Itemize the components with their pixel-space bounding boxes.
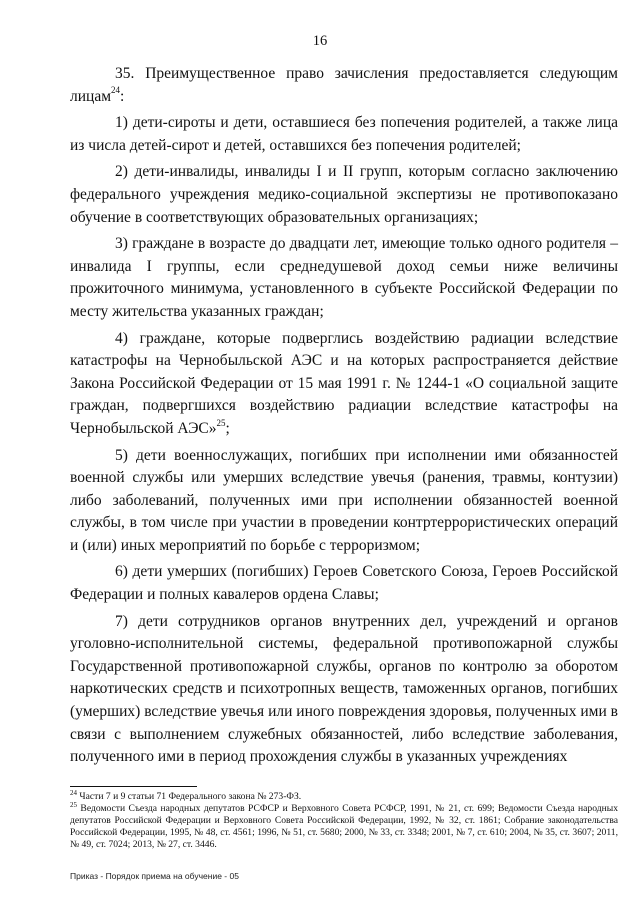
page-footer: Приказ - Порядок приема на обучение - 05 [70, 871, 239, 881]
list-item-3: 3) граждане в возрасте до двадцати лет, имеющие только одного родителя – инвалида I группы, если среднедушевой доход семьи ниже величины прожиточного минимума, установленного в субъекте Российской Федерации по месту жительства указанных граждан; [70, 235, 618, 320]
list-item-6: 6) дети умерших (погибших) Героев Советского Союза, Героев Российской Федерации и полных кавалеров ордена Славы; [70, 563, 618, 604]
list-item-4: 4) граждане, которые подверглись воздействию радиации вследствие катастрофы на Чернобыльской АЭС и на которых распространяется действие Закона Российской Федерации от 15 мая 1991 г. № 1244-1 «О социальной защите граждан, подвергшихся воздействию радиации вследствие катастрофы на Чернобыльской АЭС»$^{25}$; [70, 329, 618, 437]
footnote-24: $^{24}$ Части 7 и 9 статьи 71 Федерального закона № 273-ФЗ. [70, 788, 302, 802]
footnote-divider [70, 786, 197, 787]
main-text [70, 63, 618, 769]
footnote-ref-25: 25 [216, 417, 226, 428]
footnotes [70, 788, 618, 851]
list-item-5: 5) дети военнослужащих, погибших при исполнении ими обязанностей военной службы или умерших вследствие увечья (ранения, травмы, контузии) либо заболеваний, полученных ими при исполнении обязанностей военной службы, в том числе при участии в проведении контртеррористических операций и (или) иных мероприятий по борьбе с терроризмом; [70, 446, 618, 554]
list-item-2: 2) дети-инвалиды, инвалиды I и II групп, которым согласно заключению федерального учреждения медико-социальной экспертизы не противопоказано обучение в соответствующих образовательных организациях; [70, 163, 618, 226]
list-item-1: 1) дети-сироты и дети, оставшиеся без попечения родителей, а также лица из числа детей-сирот и детей, оставшихся без попечения родителей; [70, 114, 618, 154]
footnote-25: $^{25}$ Ведомости Съезда народных депутатов РСФСР и Верховного Совета РСФСР, 1991, № 21, ст. 699; Ведомости Съезда народных депутатов Российской Федерации и Верховного Совета Российской Федерации, 1992, № 32, ст. 1861; Собрание законодательства Российской Федерации, 1995, № 48, ст. 4561; 1996, № 51, ст. 5680; 2000, № 33, ст. 3348; 2001, № 7, ст. 610; 2004, № 35, ст. 3607; 2011, № 49, ст. 7024; 2013, № 27, ст. 3446. [70, 800, 618, 851]
paragraph-35: 35. Преимущественное право зачисления предоставляется следующим лицам$^{24}$: [70, 65, 618, 105]
page-number: 16 [312, 33, 328, 49]
list-item-7: 7) дети сотрудников органов внутренних дел, учреждений и органов уголовно-исполнительной системы, федеральной противопожарной службы Государственной противопожарной службы, органов по контролю за оборотом наркотических средств и психотропных веществ, таможенных органов, погибших (умерших) вследствие увечья или иного повреждения здоровья, полученных ими в связи с выполнением служебных обязанностей, либо вследствие заболевания, полученного ими в период прохождения службы в указанных учреждениях [70, 612, 618, 766]
footnote-ref-24: 24 [111, 85, 121, 96]
